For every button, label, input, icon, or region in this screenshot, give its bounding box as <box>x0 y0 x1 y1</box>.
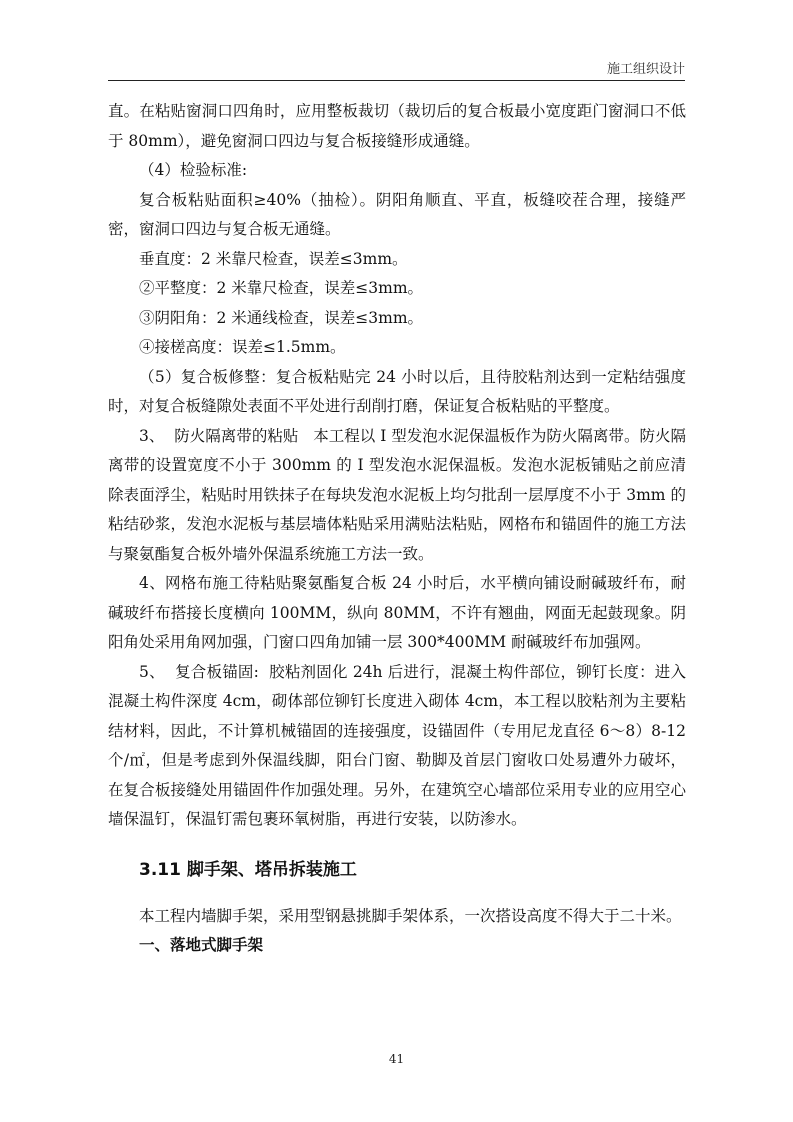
section-heading: 3.11 脚手架、塔吊拆装施工 <box>139 859 357 880</box>
paragraph: ③阴阳角：2 米通线检查，误差≤3mm。 <box>139 308 424 327</box>
subsection-heading: 一、落地式脚手架 <box>139 936 264 954</box>
page-number: 41 <box>388 1052 405 1066</box>
paragraph: 复合板粘贴面积≥40%（抽检）。阴阳角顺直、平直，板缝咬茬合理，接缝严密，窗洞口四边与复合板无通缝。 <box>108 190 686 238</box>
paragraph: ②平整度：2 米靠尺检查，误差≤3mm。 <box>139 279 424 297</box>
paragraph: （4）检验标准: <box>139 161 248 179</box>
paragraph: 垂直度：2 米靠尺检查，误差≤3mm。 <box>139 249 408 268</box>
paragraph: （5）复合板修整：复合板粘贴完 24 小时以后，且待胶粘剂达到一定粘结强度时，对复合板缝隙处表面不平处进行刮削打磨，保证复合板粘贴的平整度。 <box>108 367 686 415</box>
paragraph: 3、 防火隔离带的粘贴 本工程以 I 型发泡水泥保温板作为防火隔离带。防火隔离带的设置宽度不小于 300mm 的 I 型发泡水泥保温板。发泡水泥板铺贴之前应清除表面浮尘，粘贴时用铁抹子在每块发泡水泥板上均匀批刮一层厚度不小于 3mm 的粘结砂浆，发泡水泥板与基层墙体粘贴采用满贴法粘贴，网格布和锚固件的施工方法与聚氨酯复合板外墙外保温系统施工方法一致。 <box>108 426 686 563</box>
paragraph: 本工程内墙脚手架，采用型钢悬挑脚手架体系，一次搭设高度不得大于二十米。 <box>139 906 682 925</box>
paragraph: 5、 复合板锚固: 胶粘剂固化 24h 后进行，混凝土构件部位，铆钉长度：进入混凝土构件深度 4cm，砌体部位铆钉长度进入砌体 4cm，本工程以胶粘剂为主要粘结材料，因此，不计算机械锚固的连接强度，设锚固件（专用尼龙直径 6～8）8-12 个/㎡，但是考虑到外保温线脚，阳台门窗、勒脚及首层门窗收口处易遭外力破坏，在复合板接缝处用锚固件作加强处理。另外，在建筑空心墙部位采用专业的应用空心墙保温钉，保温钉需包裹环氧树脂，再进行安装，以防渗水。 <box>108 662 691 828</box>
document-body <box>108 97 691 960</box>
paragraph: 直。在粘贴窗洞口四角时，应用整板裁切（裁切后的复合板最小宽度距门窗洞口不低于 80mm），避免窗洞口四边与复合板接缝形成通缝。 <box>108 102 686 150</box>
header-title: 施工组织设计 <box>606 62 685 77</box>
page-header <box>108 58 685 81</box>
paragraph: 4、网格布施工待粘贴聚氨酯复合板 24 小时后，水平横向铺设耐碱玻纤布，耐碱玻纤布搭接长度横向 100MM，纵向 80MM，不许有翘曲，网面无起鼓现象。阴阳角处采用角网加强，门窗口四角加铺一层 300*400MM 耐碱玻纤布加强网。 <box>108 574 686 651</box>
paragraph: ④接槎高度：误差≤1.5mm。 <box>139 338 346 356</box>
